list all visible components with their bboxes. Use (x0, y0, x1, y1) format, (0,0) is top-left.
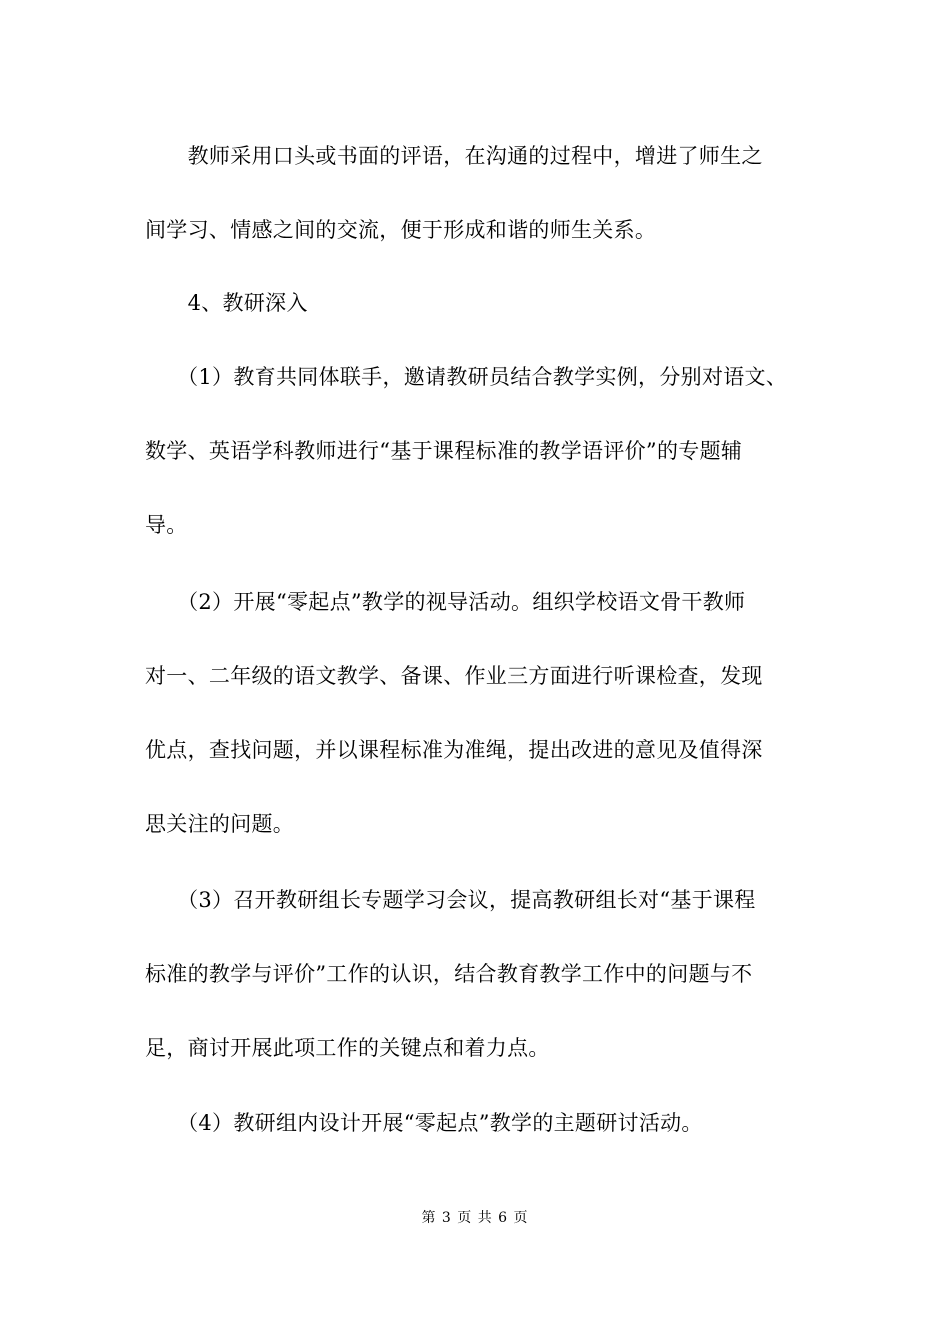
paragraph-line: 思关注的问题。 (145, 812, 295, 836)
section-heading: 4、教研深入 (145, 291, 308, 315)
paragraph-line: 对一、二年级的语文教学、备课、作业三方面进行听课检查，发现 (145, 664, 763, 688)
footer-prefix: 第 (421, 1210, 437, 1226)
footer-suffix: 页 (513, 1210, 529, 1226)
paragraph-line: 教师采用口头或书面的评语，在沟通的过程中，增进了师生之 (145, 144, 763, 168)
paragraph-line: （4）教研组内设计开展“零起点”教学的主题研讨活动。 (145, 1111, 703, 1135)
paragraph-line: （3）召开教研组长专题学习会议，提高教研组长对“基于课程 (145, 888, 756, 912)
paragraph-line: 优点，查找问题，并以课程标准为准绳，提出改进的意见及值得深 (145, 738, 763, 762)
paragraph-line: （2）开展“零起点”教学的视导活动。组织学校语文骨干教师 (145, 590, 746, 614)
footer-total-prefix: 共 (477, 1210, 493, 1226)
paragraph-line: 数学、英语学科教师进行“基于课程标准的教学语评价”的专题辅 (145, 439, 743, 463)
footer-page-word: 页 (457, 1210, 473, 1226)
paragraph-line: （1）教育共同体联手，邀请教研员结合教学实例，分别对语文、 (145, 365, 788, 389)
paragraph-line: 标准的教学与评价”工作的认识，结合教育教学工作中的问题与不 (145, 962, 753, 986)
footer-current-page: 3 (441, 1210, 452, 1226)
footer-total-pages: 6 (498, 1210, 509, 1226)
page-footer (0, 1209, 950, 1227)
paragraph-line: 间学习、情感之间的交流，便于形成和谐的师生关系。 (145, 218, 657, 242)
paragraph-line: 导。 (145, 513, 188, 537)
paragraph-line: 足，商讨开展此项工作的关键点和着力点。 (145, 1036, 550, 1060)
